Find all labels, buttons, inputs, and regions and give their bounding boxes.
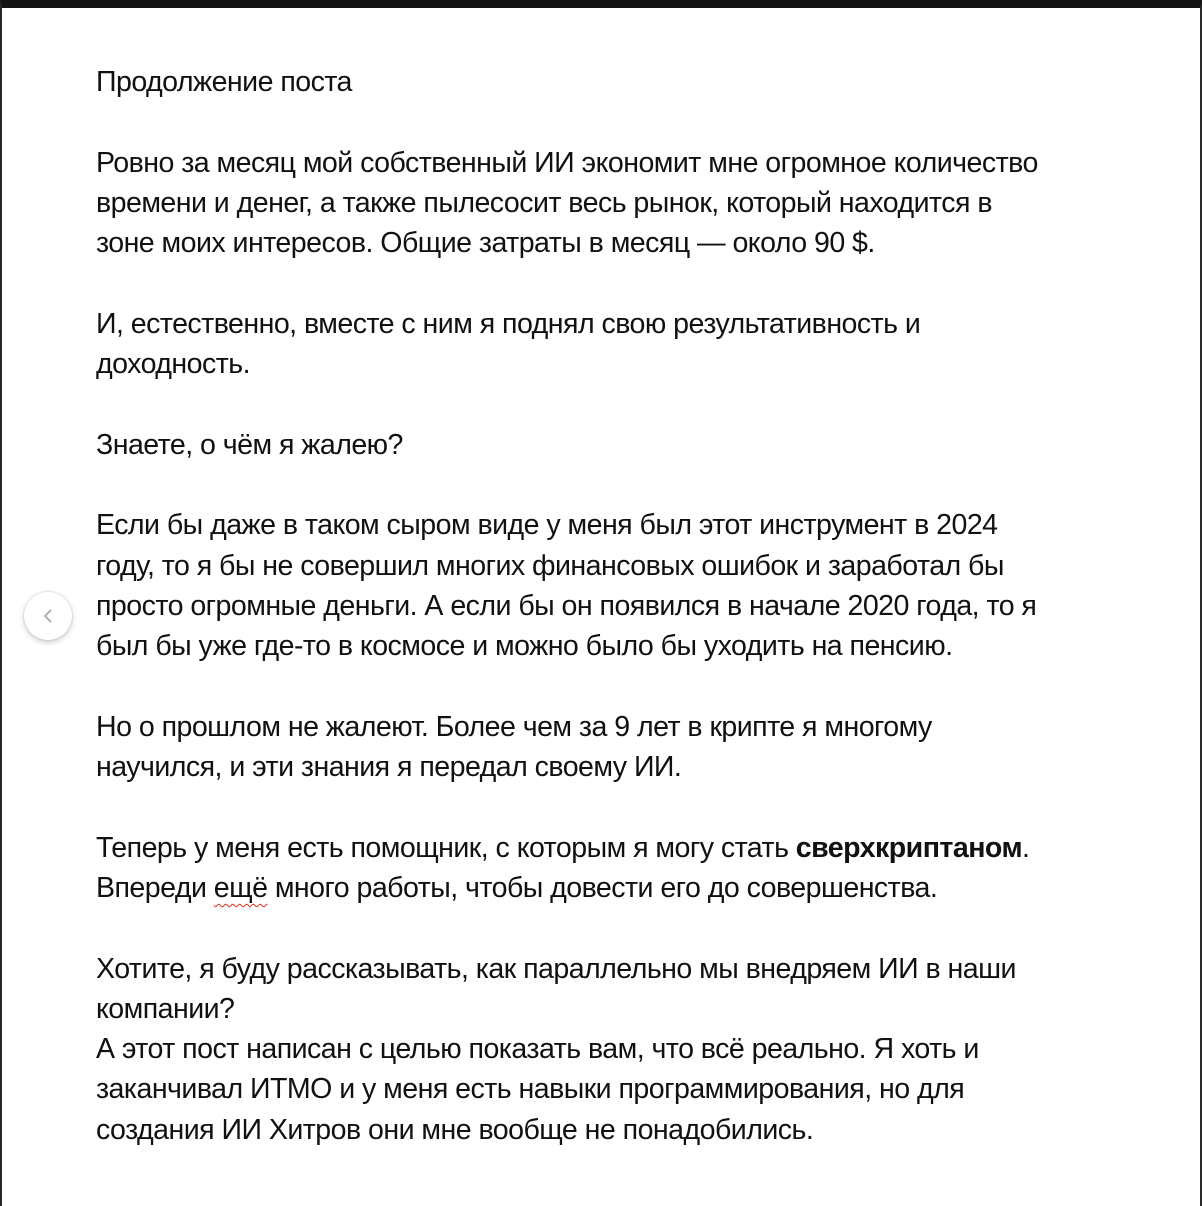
text-line: Ровно за месяц мой собственный ИИ экономит мне огромное количество: [96, 146, 1038, 179]
post-title: Продолжение поста: [96, 66, 352, 98]
text-line: времени и денег, а также пылесосит весь рынок, который находится в: [96, 186, 992, 219]
text-line: просто огромные деньги. А если бы он появился в начале 2020 года, то я: [96, 589, 1037, 622]
paragraph-regret: [96, 505, 1150, 666]
paragraph-closing: [96, 949, 1150, 1150]
text-line: Но о прошлом не жалеют. Более чем за 9 лет в крипте я многому: [96, 710, 932, 743]
text-line: Если бы даже в таком сыром виде у меня был этот инструмент в 2024: [96, 509, 998, 542]
post-text: [96, 62, 1150, 1150]
paragraph-ai-savings: [96, 143, 1150, 264]
paragraph-assistant: [96, 828, 1150, 909]
text-line: зоне моих интересов. Общие затраты в месяц — около 90 $.: [96, 227, 875, 260]
text-line: создания ИИ Хитров они мне вообще не понадобились.: [96, 1113, 814, 1146]
paragraph-question: [96, 425, 1150, 465]
carousel-prev-button[interactable]: [24, 592, 72, 640]
text-line: А этот пост написан с целью показать вам, что всё реально. Я хоть и: [96, 1033, 979, 1066]
text-line: И, естественно, вместе с ним я поднял свою результативность и: [96, 307, 921, 340]
text-line: заканчивал ИТМО и у меня есть навыки программирования, но для: [96, 1073, 965, 1106]
bold-term: сверхкриптаном: [795, 831, 1023, 864]
paragraph-experience: [96, 707, 1150, 788]
text-line: научился, и эти знания я передал своему ИИ.: [96, 751, 682, 784]
text-line: году, то я бы не совершил многих финансовых ошибок и заработал бы: [96, 549, 1004, 582]
text-line: Впереди ещё много работы, чтобы довести его до совершенства.: [96, 871, 938, 904]
text-line: Знаете, о чём я жалею?: [96, 428, 403, 461]
spellcheck-marked-word: ещё: [213, 871, 268, 904]
text-line: Теперь у меня есть помощник, с которым я могу стать сверхкриптаном.: [96, 831, 1030, 864]
text-line: компании?: [96, 992, 235, 1025]
text-line: доходность.: [96, 348, 251, 381]
chevron-left-icon: [39, 607, 57, 625]
text-line: Хотите, я буду рассказывать, как параллельно мы внедряем ИИ в наши: [96, 952, 1016, 985]
text-line: был бы уже где-то в космосе и можно было бы уходить на пенсию.: [96, 630, 953, 663]
paragraph-results: [96, 304, 1150, 385]
